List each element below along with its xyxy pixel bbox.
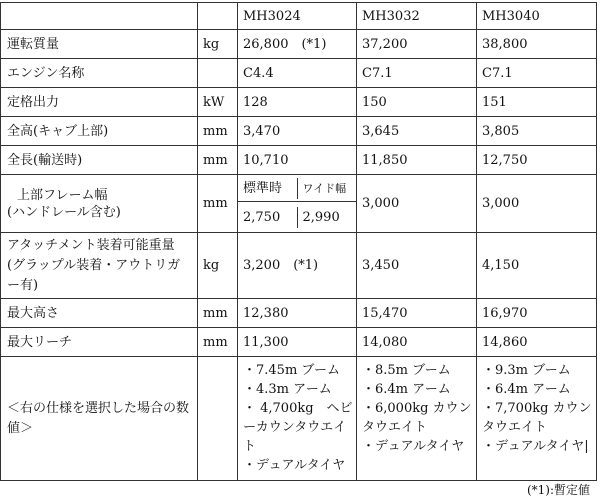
cell-value: C7.1 [357, 59, 477, 88]
row-unit: mm [198, 117, 238, 146]
frame-label-line1: 上部フレーム幅 [17, 187, 108, 203]
row-unit: kg [198, 30, 238, 59]
cell-value: 37,200 [357, 30, 477, 59]
option-item: ・4.3m アーム [243, 382, 332, 397]
option-item: ト [243, 439, 257, 454]
option-item: タウエイト [482, 420, 548, 435]
option-item: ・デュアルタイヤ| [482, 439, 589, 454]
row-label: 全長(輸送時) [1, 146, 198, 175]
row-overall-height [1, 117, 597, 146]
option-item: ・デュアルタイヤ [243, 458, 346, 473]
row-attachment-weight [1, 233, 597, 299]
option-item: ・ 4,700kg ヘビ [243, 401, 353, 416]
wide-label: ワイド幅 [297, 178, 357, 199]
std-value: 2,750 [243, 209, 281, 225]
options-list [477, 357, 597, 481]
option-item: タウエイト [362, 420, 428, 435]
row-unit: mm [198, 328, 238, 357]
row-frame-width [1, 175, 597, 233]
cell-value: C7.1 [477, 59, 597, 88]
option-item: ・6.4m アーム [362, 382, 451, 397]
cell-value: 4,150 [477, 233, 597, 299]
option-item: ・9.3m ブーム [482, 363, 571, 378]
cell-value: 12,750 [477, 146, 597, 175]
option-item: ・6.4m アーム [482, 382, 571, 397]
row-unit [198, 59, 238, 88]
cell-value: 15,470 [357, 299, 477, 328]
row-unit-blank [198, 357, 238, 481]
row-unit: mm [198, 146, 238, 175]
row-unit: kg [198, 233, 238, 299]
footnote: (*1):暫定値 [526, 483, 590, 497]
cell-value: 128 [238, 88, 357, 117]
cell-value: 3,645 [357, 117, 477, 146]
model-header: MH3032 [357, 3, 477, 30]
cell-value: 11,850 [357, 146, 477, 175]
row-unit: mm [198, 299, 238, 328]
cell-value: 3,000 [477, 175, 597, 233]
cell-value: 3,450 [357, 233, 477, 299]
cell-value: 14,860 [477, 328, 597, 357]
row-max-height [1, 299, 597, 328]
cell-value: 3,000 [357, 175, 477, 233]
row-label [1, 175, 198, 233]
row-label: エンジン名称 [1, 59, 198, 88]
wide-value: 2,990 [297, 207, 357, 228]
cell-value: 16,970 [477, 299, 597, 328]
row-options [1, 357, 597, 481]
row-label: 運転質量 [1, 30, 198, 59]
frame-label-line2: (ハンドレール含む) [7, 204, 121, 220]
row-label: ＜右の仕様を選択した場合の数値＞ [1, 357, 198, 481]
row-operating-weight [1, 30, 597, 59]
spec-table [0, 2, 597, 481]
cell-value: 26,800 (*1) [238, 30, 357, 59]
cell-value: 150 [357, 88, 477, 117]
cell-value: 3,200 (*1) [238, 233, 357, 299]
cell-value: 151 [477, 88, 597, 117]
cell-value: C4.4 [238, 59, 357, 88]
row-rated-output [1, 88, 597, 117]
cell-value: 12,380 [238, 299, 357, 328]
model-header: MH3024 [238, 3, 357, 30]
row-overall-length [1, 146, 597, 175]
cell-value: 11,300 [238, 328, 357, 357]
cell-value: 3,805 [477, 117, 597, 146]
row-unit: mm [198, 175, 238, 233]
frame-split-cell [238, 175, 357, 233]
row-label: 最大リーチ [1, 328, 198, 357]
options-list [357, 357, 477, 481]
option-item: ・7.45m ブーム [243, 363, 341, 378]
cell-value: 38,800 [477, 30, 597, 59]
options-list [238, 357, 357, 481]
option-item: ーカウンタウエイ [243, 420, 347, 435]
cell-value: 14,080 [357, 328, 477, 357]
row-label: 全高(キャブ上部) [1, 117, 198, 146]
row-max-reach [1, 328, 597, 357]
row-label: 定格出力 [1, 88, 198, 117]
row-unit: kW [198, 88, 238, 117]
option-item: ・6,000kg カウン [362, 401, 472, 416]
option-item: ・7,700kg カウン [482, 401, 592, 416]
header-unit-blank [198, 3, 238, 30]
cell-value: 3,470 [238, 117, 357, 146]
option-item: ・8.5m ブーム [362, 363, 451, 378]
row-label: アタッチメント装着可能重量(グラップル装着・アウトリガー有) [1, 233, 198, 299]
frame-split [238, 175, 356, 232]
cell-value: 10,710 [238, 146, 357, 175]
std-label: 標準時 [243, 180, 283, 196]
header-row [1, 3, 597, 30]
row-label: 最大高さ [1, 299, 198, 328]
header-blank [1, 3, 198, 30]
row-engine [1, 59, 597, 88]
option-item: ・デュアルタイヤ [362, 439, 465, 454]
model-header: MH3040 [477, 3, 597, 30]
